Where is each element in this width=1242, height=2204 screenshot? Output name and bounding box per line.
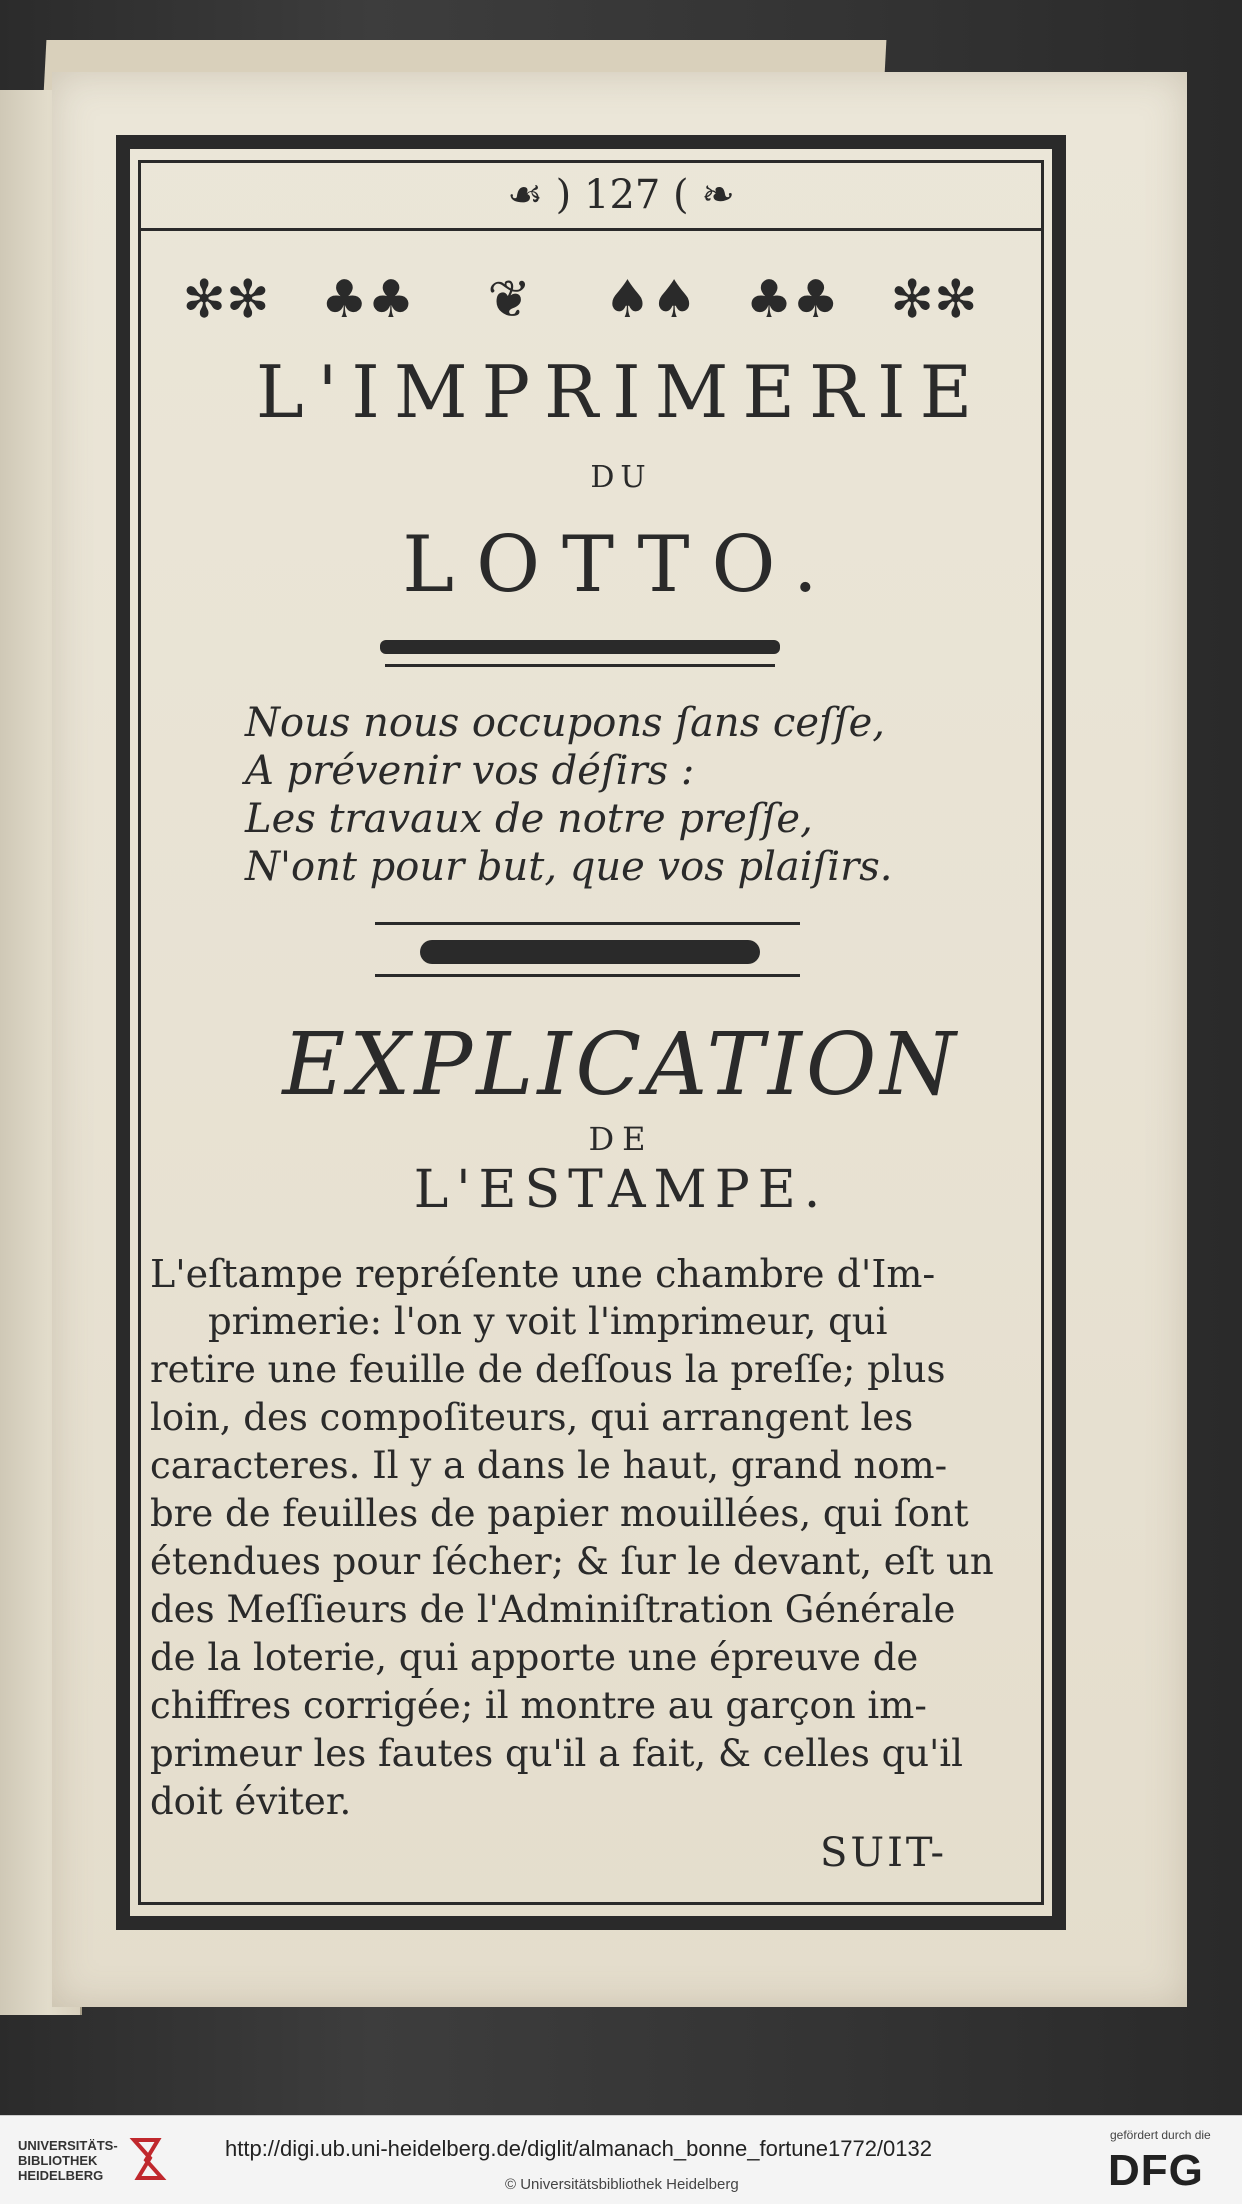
- paragraph-line: retire une feuille de deſſous la preſſe; plus: [150, 1348, 946, 1391]
- section-heading: EXPLICATION: [282, 1015, 960, 1115]
- ornament: ♠♠: [604, 270, 698, 330]
- verse-line: N'ont pour but, que vos plaiſirs.: [245, 844, 893, 890]
- decorative-rule-thin: [375, 974, 800, 977]
- paragraph-line: doit éviter.: [150, 1780, 352, 1823]
- catchword: SUIT-: [820, 1830, 947, 1876]
- viewer-footer: [0, 2115, 1242, 2204]
- paragraph-line: primerie: l'on y voit l'imprimeur, qui: [208, 1300, 888, 1343]
- header-ornament-left: ☙: [507, 172, 543, 218]
- funder-label: gefördert durch die: [1110, 2128, 1211, 2142]
- title-line-1: L'IMPRIMERIE: [255, 350, 987, 434]
- body-paragraph: [150, 1250, 1030, 1826]
- title-line-2: DU: [590, 460, 652, 495]
- permalink-url[interactable]: http://digi.ub.uni-heidelberg.de/diglit/almanach_bonne_fortune1772/0132: [225, 2136, 932, 2161]
- page-header: [0, 172, 1242, 218]
- header-ornament-right: ❧: [701, 172, 735, 218]
- ornament-row: [180, 255, 980, 345]
- section-de: DE: [588, 1120, 654, 1158]
- ornament: ✻✻: [890, 270, 978, 330]
- page-number: ) 127 (: [555, 172, 689, 218]
- institution-line: BIBLIOTHEK: [18, 2153, 98, 2168]
- header-rule: [141, 228, 1041, 231]
- verse-line: A prévenir vos déſirs :: [245, 748, 695, 794]
- paragraph-line: des Meſſieurs de l'Adminiſtration Générale: [150, 1588, 956, 1631]
- title-line-3: LOTTO.: [402, 520, 840, 610]
- institution-line: UNIVERSITÄTS-: [18, 2138, 118, 2153]
- paragraph-line: caracteres. Il y a dans le haut, grand nom-: [150, 1444, 948, 1487]
- decorative-rule-thin: [385, 664, 775, 667]
- paragraph-line: loin, des compoſiteurs, qui arrangent les: [150, 1396, 914, 1439]
- paragraph-line: de la loterie, qui apporte une épreuve de: [150, 1636, 919, 1679]
- ornament: ❦: [487, 270, 531, 330]
- institution-line: HEIDELBERG: [18, 2168, 104, 2183]
- decorative-rule-thin: [375, 922, 800, 925]
- paragraph-line: L'eſtampe repréſente une chambre d'Im-: [150, 1252, 936, 1296]
- paragraph-line: primeur les fautes qu'il a fait, & celles qu'il: [150, 1732, 963, 1775]
- ornament: ♣♣: [745, 270, 839, 330]
- ornament: ♣♣: [320, 270, 415, 330]
- university-logo-icon: [128, 2136, 168, 2182]
- decorative-rule: [420, 940, 760, 964]
- verse-line: Les travaux de notre preſſe,: [245, 796, 813, 842]
- institution-name: [18, 2138, 118, 2183]
- paragraph-line: chiffres corrigée; il montre au garçon im-: [150, 1684, 927, 1727]
- copyright-notice: © Universitätsbibliothek Heidelberg: [505, 2176, 739, 2193]
- section-subheading: L'ESTAMPE.: [413, 1160, 829, 1220]
- paragraph-line: étendues pour ſécher; & ſur le devant, eſt un: [150, 1540, 994, 1583]
- ornament: ✻✻: [182, 270, 270, 330]
- verse-line: Nous nous occupons ſans ceſſe,: [245, 700, 885, 746]
- decorative-rule: [380, 640, 780, 654]
- paragraph-line: bre de feuilles de papier mouillées, qui ſont: [150, 1492, 969, 1535]
- dfg-logo: DFG: [1108, 2146, 1204, 2195]
